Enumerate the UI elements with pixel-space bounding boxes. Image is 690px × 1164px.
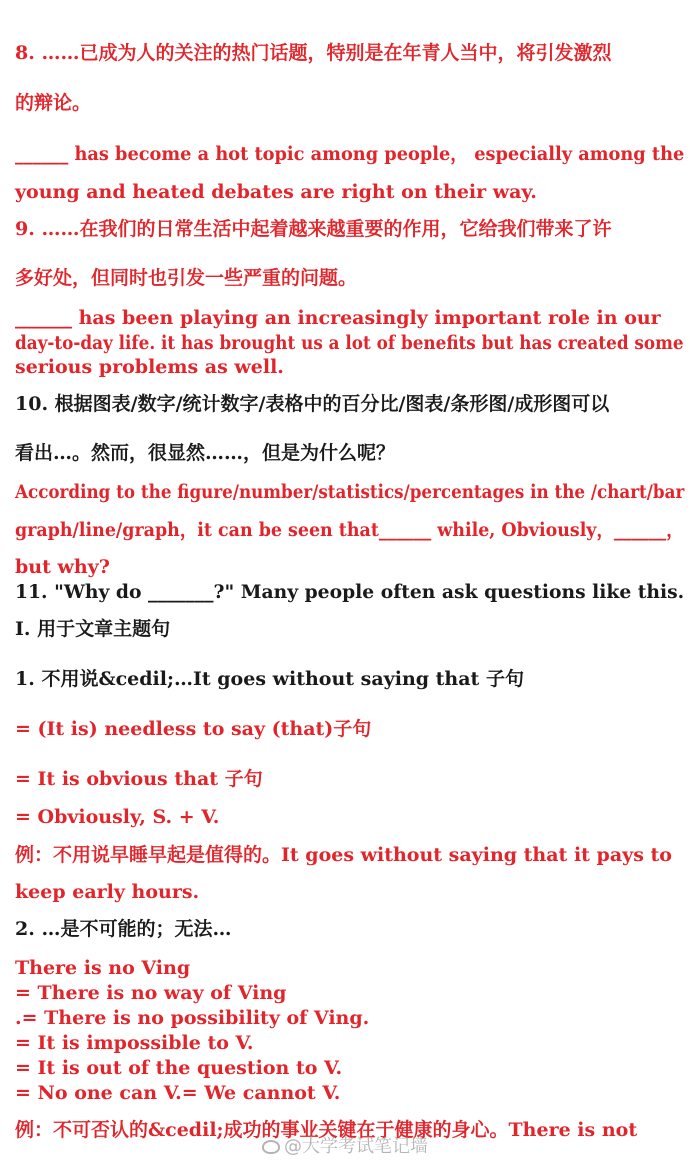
text-line-phrase-1-alt-1: = (It is) needless to say (that)子句: [15, 718, 372, 740]
text-line-item-10-en-1: According to the figure/number/statistics/percentages in the /chart/bar: [15, 481, 685, 503]
watermark-text: @大学考试笔记墙: [284, 1136, 428, 1157]
text-line-phrase-2-alt-6: = No one can V.= We cannot V.: [15, 1082, 341, 1104]
text-line-phrase-1-example-1: 例：不用说早睡早起是值得的。It goes without saying that it pays to: [15, 844, 672, 866]
text-line-item-10-en-2: graph/line/graph，it can be seen that______ while, Obviously，______，: [15, 519, 684, 541]
text-line-item-11: 11. "Why do _______?" Many people often ask questions like this.: [15, 581, 685, 603]
text-line-item-10-cn-1: 10. 根据图表/数字/统计数字/表格中的百分比/图表/条形图/成形图可以: [15, 393, 610, 415]
text-line-phrase-2-alt-2: = There is no way of Ving: [15, 982, 287, 1004]
weibo-logo-icon: [262, 1140, 280, 1154]
text-line-phrase-1-alt-3: = Obviously, S. + V.: [15, 806, 220, 828]
text-line-phrase-2-example: 例：不可否认的&cedil;成功的事业关键在于健康的身心。There is not: [15, 1119, 638, 1141]
watermark: [262, 1136, 428, 1158]
text-line-phrase-2-alt-3: .= There is no possibility of Ving.: [15, 1007, 370, 1029]
section-heading-topic-sentence: I. 用于文章主题句: [15, 618, 171, 640]
text-line-item-8-cn-2: 的辩论。: [15, 92, 92, 114]
text-line-item-10-en-3: but why?: [15, 556, 110, 578]
text-line-item-10-cn-2: 看出…。然而，很显然……，但是为什么呢？: [15, 442, 396, 464]
text-line-item-9-cn-2: 多好处，但同时也引发一些严重的问题。: [15, 267, 358, 289]
text-line-item-9-cn-1: 9. ……在我们的日常生活中起着越来越重要的作用，它给我们带来了许: [15, 218, 612, 240]
text-line-phrase-2-alt-5: = It is out of the question to V.: [15, 1057, 343, 1079]
text-line-item-8-cn-1: 8. ……已成为人的关注的热门话题，特别是在年青人当中，将引发激烈: [15, 42, 612, 64]
text-line-phrase-1-title: 1. 不用说&cedil;…It goes without saying that 子句: [15, 668, 524, 690]
text-line-phrase-2-alt-4: = It is impossible to V.: [15, 1032, 254, 1054]
text-line-phrase-2-alt-1: There is no Ving: [15, 957, 191, 979]
text-line-item-8-en-2: young and heated debates are right on their way.: [15, 181, 537, 203]
text-line-item-9-en-1: ______ has been playing an increasingly important role in our: [15, 307, 661, 329]
text-line-phrase-2-title: 2. …是不可能的；无法…: [15, 918, 232, 940]
text-line-phrase-1-example-2: keep early hours.: [15, 881, 200, 903]
text-line-phrase-1-alt-2: = It is obvious that 子句: [15, 768, 263, 790]
text-line-item-9-en-3: serious problems as well.: [15, 356, 284, 378]
text-line-item-9-en-2: day-to-day life. it has brought us a lot of benefits but has created some: [15, 332, 684, 354]
text-line-item-8-en-1: ______ has become a hot topic among people， especially among the: [15, 143, 685, 165]
